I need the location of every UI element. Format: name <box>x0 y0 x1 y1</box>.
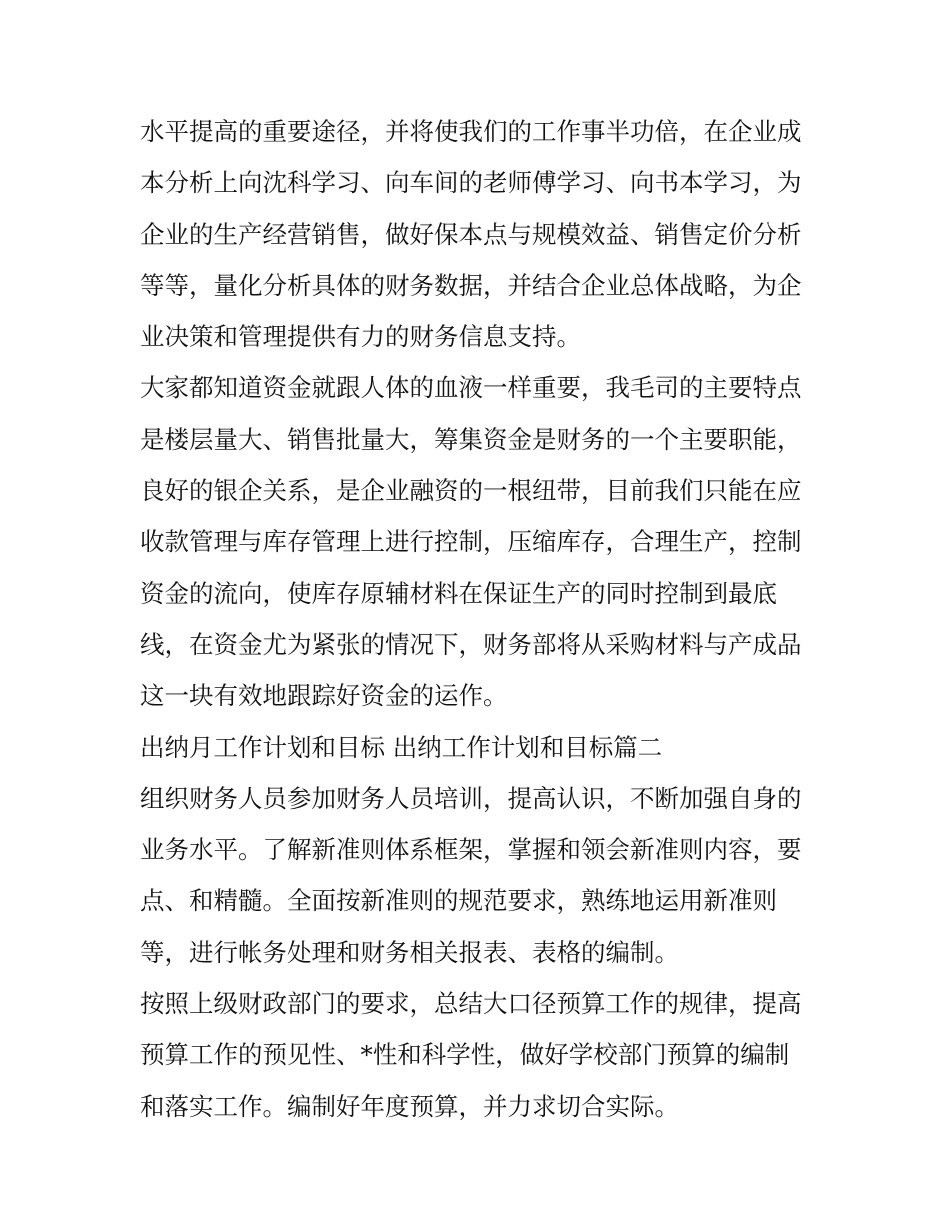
text-line: 等，进行帐务处理和财务相关报表、表格的编制。 <box>140 937 679 967</box>
text-line: 本分析上向沈科学习、向车间的老师傅学习、向书本学习，为 <box>140 168 802 198</box>
text-line: 和落实工作。编制好年度预算，并力求切合实际。 <box>140 1091 679 1121</box>
text-line: 点、和精髓。全面按新准则的规范要求，熟练地运用新准则 <box>140 886 777 916</box>
text-line: 资金的流向，使库存原辅材料在保证生产的同时控制到最底 <box>140 578 777 608</box>
text-line: 是楼层量大、销售批量大，筹集资金是财务的一个主要职能， <box>140 424 802 454</box>
text-line: 组织财务人员参加财务人员培训，提高认识，不断加强自身的 <box>140 783 802 813</box>
text-line: 业务水平。了解新准则体系框架，掌握和领会新准则内容，要 <box>140 835 802 865</box>
text-line: 企业的生产经营销售，做好保本点与规模效益、销售定价分析 <box>140 219 802 249</box>
text-line: 良好的银企关系，是企业融资的一根纽带，目前我们只能在应 <box>140 476 802 506</box>
text-line: 等等，量化分析具体的财务数据，并结合企业总体战略，为企 <box>140 270 802 300</box>
text-line: 这一块有效地跟踪好资金的运作。 <box>140 681 508 711</box>
section-heading: 出纳月工作计划和目标 出纳工作计划和目标篇二 <box>140 732 663 762</box>
text-line: 收款管理与库存管理上进行控制，压缩库存，合理生产，控制 <box>140 527 802 557</box>
text-line: 线，在资金尤为紧张的情况下，财务部将从采购材料与产成品 <box>140 629 802 659</box>
text-line: 按照上级财政部门的要求，总结大口径预算工作的规律，提高 <box>140 989 802 1019</box>
document-body <box>140 106 820 1132</box>
text-line: 预算工作的预见性、*性和科学性，做好学校部门预算的编制 <box>140 1040 790 1070</box>
text-line: 水平提高的重要途径，并将使我们的工作事半功倍，在企业成 <box>140 117 802 146</box>
text-line: 大家都知道资金就跟人体的血液一样重要，我毛司的主要特点 <box>140 373 802 403</box>
text-line: 业决策和管理提供有力的财务信息支持。 <box>140 322 581 352</box>
